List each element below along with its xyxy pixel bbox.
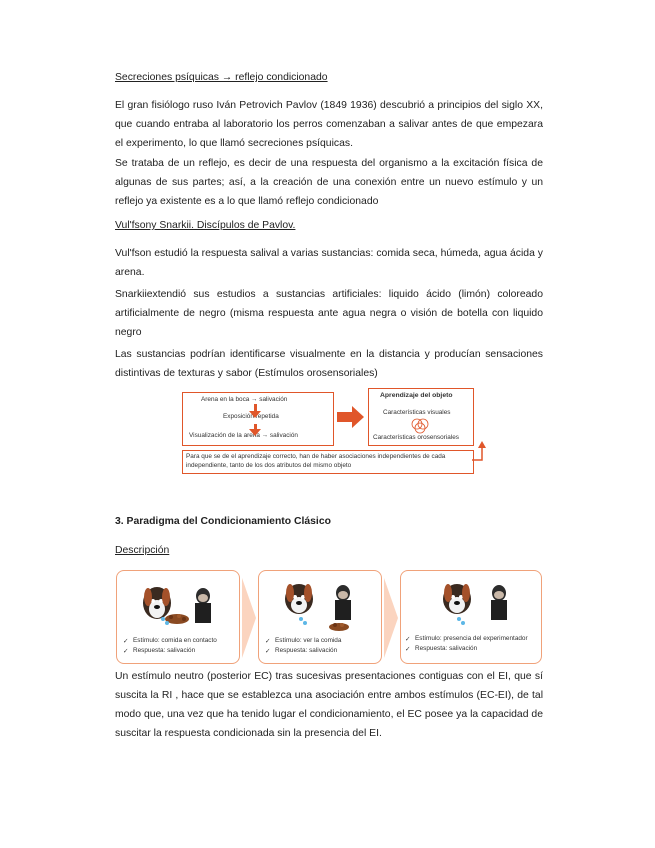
dog-icon xyxy=(139,579,219,631)
right-arrow-icon xyxy=(337,406,365,428)
venn-icon xyxy=(410,418,430,434)
diagram-bottom-box xyxy=(182,450,474,474)
conditioning-panel-2 xyxy=(258,570,382,664)
section-heading-disciples: Vul'fsony Snarkii. Discípulos de Pavlov. xyxy=(115,220,296,231)
panel-2-response: Respuesta: salivación xyxy=(275,647,338,654)
check-icon: ✓ xyxy=(265,638,271,645)
panel-1-response: Respuesta: salivación xyxy=(133,647,196,654)
section-heading-paradigm: 3. Paradigma del Condicionamiento Clásico xyxy=(115,516,331,527)
check-icon: ✓ xyxy=(405,646,411,653)
check-icon: ✓ xyxy=(123,638,129,645)
section-heading-psychic-secretions: Secreciones psíquicas → reflejo condicionado xyxy=(115,72,328,83)
dog-icon xyxy=(439,579,519,631)
check-icon: ✓ xyxy=(123,648,129,655)
diagram-left-line1: Arena en la boca → salivación xyxy=(201,396,288,403)
diagram-right-title: Aprendizaje del objeto xyxy=(380,392,453,399)
panel-3-stimulus: Estímulo: presencia del experimentador xyxy=(415,635,528,642)
paragraph-conditioning: Un estímulo neutro (posterior EC) tras sucesivas presentaciones contiguas con el EI, que sí suscita la RI , hace que se establezca una asociación entre ambos estímulos (EC-EI), de tal modo que, una vez que ha tenido lugar el condicionamiento, el EC posee ya la capacidad de suscitar la respuesta condicionada sin la presencia del EI. xyxy=(115,671,543,739)
diagram-bottom-line2: independiente, tanto de los dos atributos del mismo objeto xyxy=(186,462,352,469)
diagram-bottom-line1: Para que se de el aprendizaje correcto, han de haber asociaciones independientes de cada xyxy=(186,453,446,460)
diagram-right-line2: Características orosensoriales xyxy=(373,434,459,441)
panel-3-response: Respuesta: salivación xyxy=(415,645,478,652)
diagram-left-box xyxy=(182,392,334,446)
down-arrow-icon xyxy=(249,429,261,436)
paragraph-pavlov: El gran fisiólogo ruso Iván Petrovich Pavlov (1849 1936) descubrió a principios del siglo XX, que cuando entraba al laboratorio los perros comenzaban a salivar antes de que empezara el experimento, lo que llamó secreciones psíquicas. xyxy=(115,100,543,149)
panel-1-stimulus: Estímulo: comida en contacto xyxy=(133,637,217,644)
chevron-right-icon xyxy=(384,578,398,658)
conditioning-panel-1 xyxy=(116,570,240,664)
chevron-right-icon xyxy=(242,578,256,658)
check-icon: ✓ xyxy=(265,648,271,655)
dog-icon xyxy=(281,579,361,631)
diagram-right-line1: Características visuales xyxy=(383,409,451,416)
conditioning-panel-3 xyxy=(400,570,542,664)
diagram-right-box xyxy=(368,388,474,446)
paragraph-orosensory: Las sustancias podrían identificarse visualmente en la distancia y producían sensaciones distintivas de texturas y sabor (Estímulos orosensoriales) xyxy=(115,349,543,379)
diagram-left-line3: Visualización de la arena → salivación xyxy=(189,432,298,439)
paragraph-snarkii: Snarkiiextendió sus estudios a sustancias artificiales: liquido ácido (limón) coloreado artificialmente de negro (misma respuesta ante agua negra o visión de botella con liquido negro xyxy=(115,289,543,338)
check-icon: ✓ xyxy=(405,636,411,643)
panel-2-stimulus: Estímulo: ver la comida xyxy=(275,637,342,644)
down-arrow-icon xyxy=(249,411,261,418)
diagram-left-line2: Exposición repetida xyxy=(223,413,279,420)
paragraph-vulfson: Vul'fson estudió la respuesta salival a varias sustancias: comida seca, húmeda, agua ácida y arena. xyxy=(115,248,543,278)
connector-arrow-icon xyxy=(470,440,490,464)
paragraph-reflex: Se trataba de un reflejo, es decir de una respuesta del organismo a la excitación física de algunas de sus partes; así, a la creación de una conexión entre un nuevo estímulo y un reflejo ya existente es a lo que llamó reflejo condicionado xyxy=(115,158,543,207)
subheading-description: Descripción xyxy=(115,545,170,556)
